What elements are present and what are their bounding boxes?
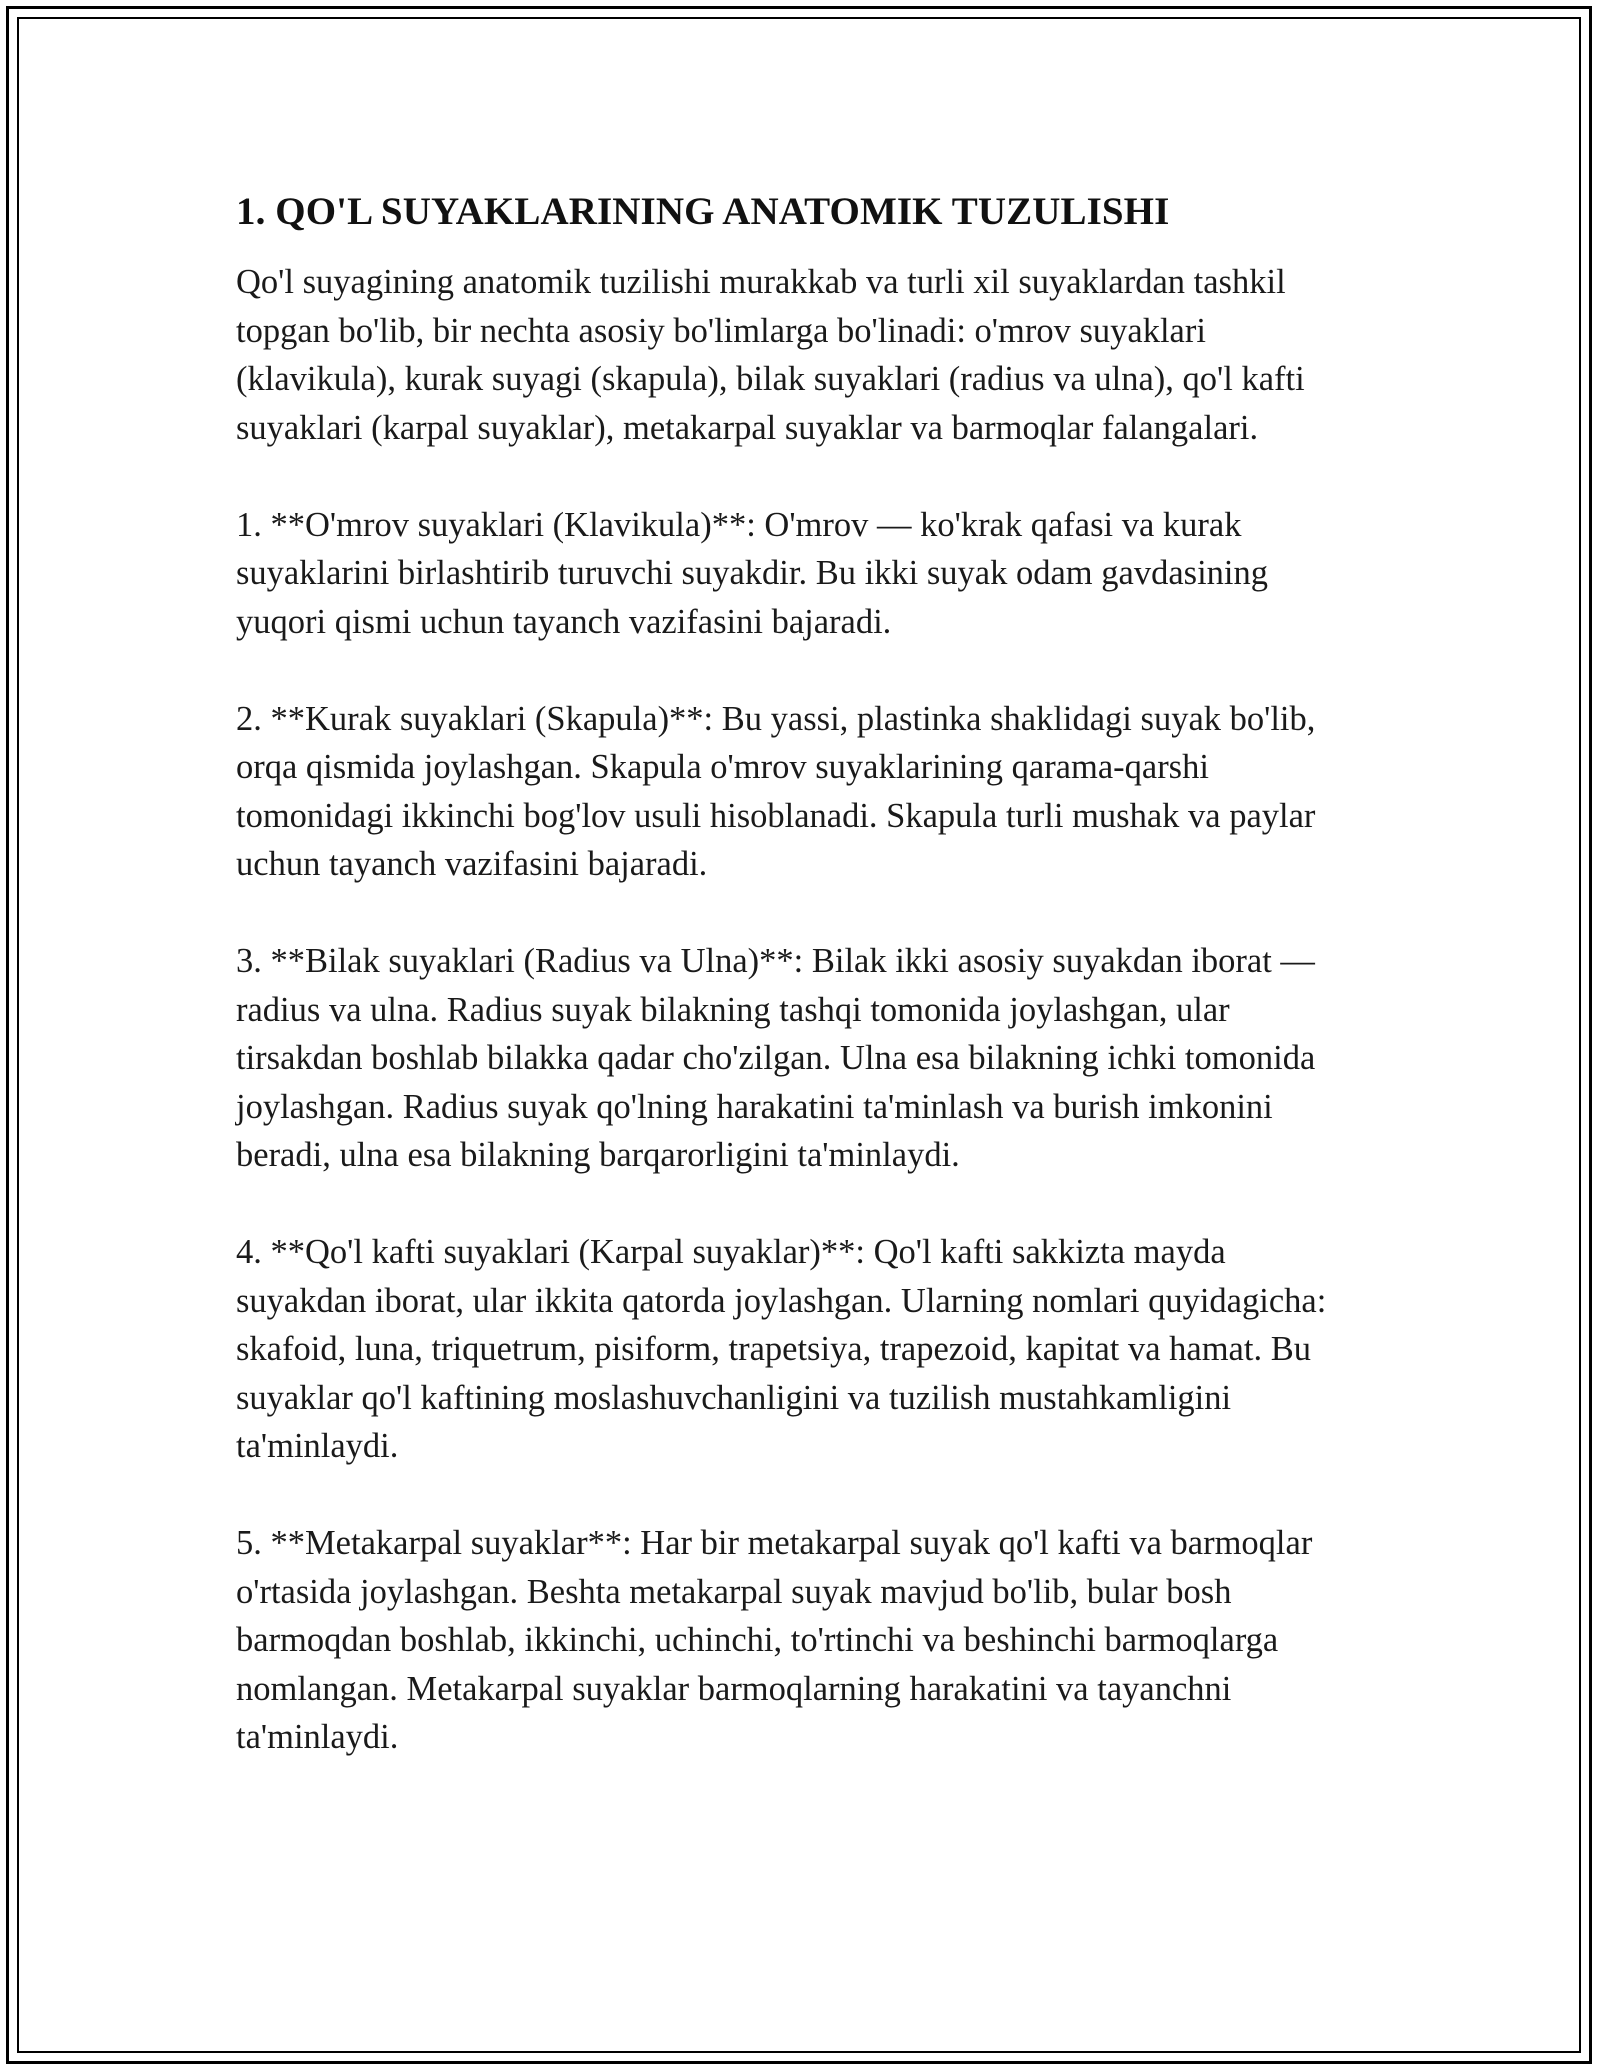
section-forearm: 3. **Bilak suyaklari (Radius va Ulna)**: Bilak ikki asosiy suyakdan iborat — radius va ulna. Radius suyak bilakning tashqi tomonida joylashgan, ular tirsakdan boshlab bilakka qadar cho'zilgan. Ulna esa bilakning ichki tomonida joylashgan. Radius suyak qo'lning harakatini ta'minlash va burish imkonini beradi, ulna esa bilakning barqarorligini ta'minlaydi. <box>236 942 1316 1174</box>
intro-paragraph: Qo'l suyagining anatomik tuzilishi murakkab va turli xil suyaklardan tashkil topgan bo'lib, bir nechta asosiy bo'limlarga bo'linadi: o'mrov suyaklari (klavikula), kurak suyagi (skapula), bilak suyaklari (radius va ulna), qo'l kafti suyaklari (karpal suyaklar), metakarpal suyaklar va barmoqlar falangalari. <box>236 263 1305 447</box>
page-title: 1. QO'L SUYAKLARINING ANATOMIK TUZULISHI <box>236 190 1170 233</box>
section-scapula: 2. **Kurak suyaklari (Skapula)**: Bu yassi, plastinka shaklidagi suyak bo'lib, orqa qismida joylashgan. Skapula o'mrov suyaklarining qarama-qarshi tomonidagi ikkinchi bog'lov usuli hisoblanadi. Skapula turli mushak va paylar uchun tayanch vazifasini bajaradi. <box>236 699 1316 883</box>
section-metacarpal: 5. **Metakarpal suyaklar**: Har bir metakarpal suyak qo'l kafti va barmoqlar o'rtasida joylashgan. Beshta metakarpal suyak mavjud bo'lib, bular bosh barmoqdan boshlab, ikkinchi, uchinchi, to'rtinchi va beshinchi barmoqlarga nomlangan. Metakarpal suyaklar barmoqlarning harakatini va tayanchni ta'minlaydi. <box>236 1524 1313 1756</box>
section-clavicle: 1. **O'mrov suyaklari (Klavikula)**: O'mrov — ko'krak qafasi va kurak suyaklarini birlashtirib turuvchi suyakdir. Bu ikki suyak odam gavdasining yuqori qismi uchun tayanch vazifasini bajaradi. <box>236 505 1268 641</box>
document-body <box>236 186 1364 1810</box>
section-carpal: 4. **Qo'l kafti suyaklari (Karpal suyaklar)**: Qo'l kafti sakkizta mayda suyakdan iborat, ular ikkita qatorda joylashgan. Ularning nomlari quyidagicha: skafoid, luna, triquetrum, pisiform, trapetsiya, trapezoid, kapitat va hamat. Bu suyaklar qo'l kaftining moslashuvchanligini va tuzilish mustahkamligini ta'minlaydi. <box>236 1233 1327 1465</box>
